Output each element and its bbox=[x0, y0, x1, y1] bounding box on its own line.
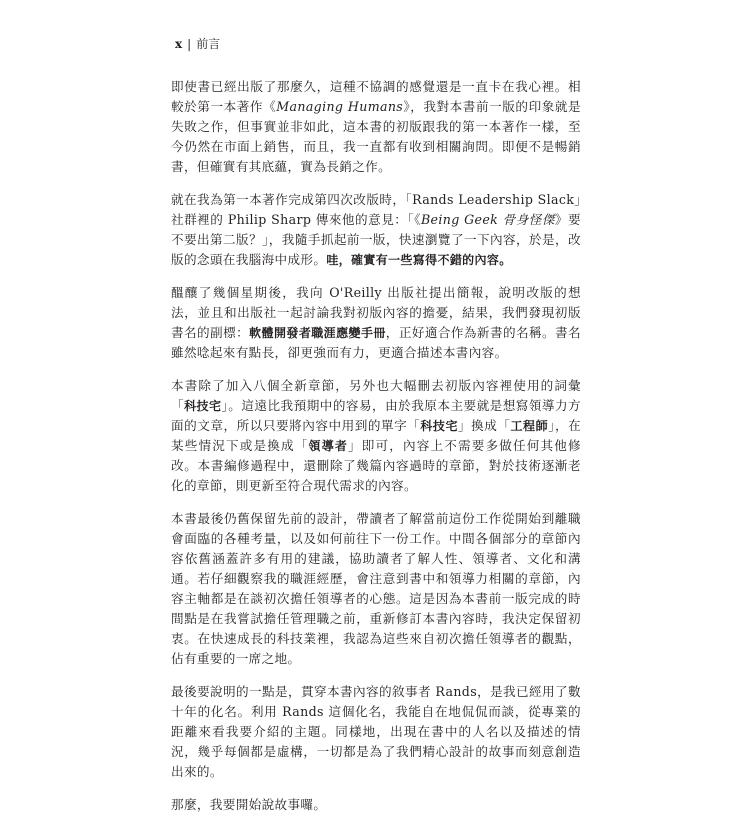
text-run: 最後要說明的一點是，貫穿本書內容的敘事者 Rands，是我已經用了數十年的化名。利用 Rands 這個化名，我能自在地侃侃而談，從專業的距離來看我要介紹的主題。同樣地，出現在書中的人名以及描述的情況，幾乎每個都是虛構，一切都是為了我們精心設計的故事而刻意創造出來的。 bbox=[171, 684, 581, 779]
emphasis-text: 科技宅 bbox=[420, 419, 458, 433]
text-run: 本書除了加入八個全新章節，另外也大幅刪去初版內容裡使用的詞彙「 bbox=[171, 378, 581, 413]
header-separator: | bbox=[187, 37, 192, 51]
text-run: 」。這遠比我預期中的容易，由於我原本主要就是想寫領導力方面的文章，所以只要將內容中用到的單字「 bbox=[171, 398, 582, 433]
paragraph bbox=[171, 77, 581, 177]
emphasis-text: 軟體開發者職涯應變手冊 bbox=[249, 326, 386, 340]
section-title: 前言 bbox=[196, 37, 221, 51]
text-run: 」，在某些情況下或是換成「 bbox=[171, 418, 582, 453]
text-run: 就在我為第一本著作完成第四次改版時，「Rands Leadership Slack」社群裡的 Philip Sharp 傳來他的意見：「《 bbox=[171, 192, 581, 227]
emphasis-text: 工程師 bbox=[510, 419, 549, 433]
paragraph bbox=[171, 795, 581, 815]
paragraph bbox=[171, 376, 581, 496]
emphasis-text: 領導者 bbox=[308, 439, 349, 453]
text-run: ，正好適合作為新書的名稱。書名雖然唸起來有點長，卻更強而有力，更適合描述本書內容。 bbox=[171, 325, 581, 360]
text-run: 》要不要出第二版？」，我隨手抓起前一版，快速瀏覽了一下內容，於是，改版的念頭在我腦海中成形。 bbox=[171, 212, 582, 267]
running-header bbox=[175, 36, 220, 52]
book-title-text: Being Geek 骨身怪傑 bbox=[420, 212, 555, 227]
body-text bbox=[171, 77, 581, 828]
text-run: 那麼，我要開始說故事囉。 bbox=[171, 797, 327, 812]
text-run: 」換成「 bbox=[458, 418, 511, 433]
emphasis-text: 哇，確實有一些寫得不錯的內容。 bbox=[326, 253, 512, 267]
text-run: 本書最後仍舊保留先前的設計，帶讀者了解當前這份工作從開始到離職會面臨的各種考量，以及如何前往下一份工作。中間各個部分的章節內容依舊涵蓋許多有用的建議，協助讀者了解人性、領導者、文化和溝通。若仔細觀察我的職涯經歷，會注意到書中和領導力相關的章節，內容主軸都是在談初次擔任領導者的心態。這是因為本書前一版完成的時間點是在我嘗試擔任管理職之前，重新修訂本書內容時，我決定保留初衷。在快速成長的科技業裡，我認為這些來自初次擔任領導者的觀點，佔有重要的一席之地。 bbox=[171, 511, 581, 666]
paragraph bbox=[171, 509, 581, 669]
text-run: 》，我對本書前一版的印象就是失敗之作，但事實並非如此，這本書的初版跟我的第一本著作一樣，至今仍然在市面上銷售，而且，我一直都有收到相關詢問。即便不是暢銷書，但確實有其底蘊，實為長銷之作。 bbox=[171, 99, 581, 174]
page-number: x bbox=[175, 37, 183, 51]
paragraph bbox=[171, 682, 581, 782]
text-run: 即使書已經出版了那麼久，這種不協調的感覺還是一直卡在我心裡。相較於第一本著作《 bbox=[171, 79, 581, 114]
text-run: 醞釀了幾個星期後，我向 O'Reilly 出版社提出簡報，說明改版的想法，並且和出版社一起討論我對初版內容的擔憂，結果，我們發現初版書名的副標： bbox=[171, 285, 581, 340]
paragraph bbox=[171, 283, 581, 363]
text-run: 」即可，內容上不需要多做任何其他修改。本書編修過程中，還刪除了幾篇內容過時的章節，對於技術逐漸老化的章節，則更新至符合現代需求的內容。 bbox=[171, 438, 581, 493]
paragraph bbox=[171, 190, 581, 270]
book-title-text: Managing Humans bbox=[276, 99, 404, 114]
emphasis-text: 科技宅 bbox=[184, 399, 222, 413]
